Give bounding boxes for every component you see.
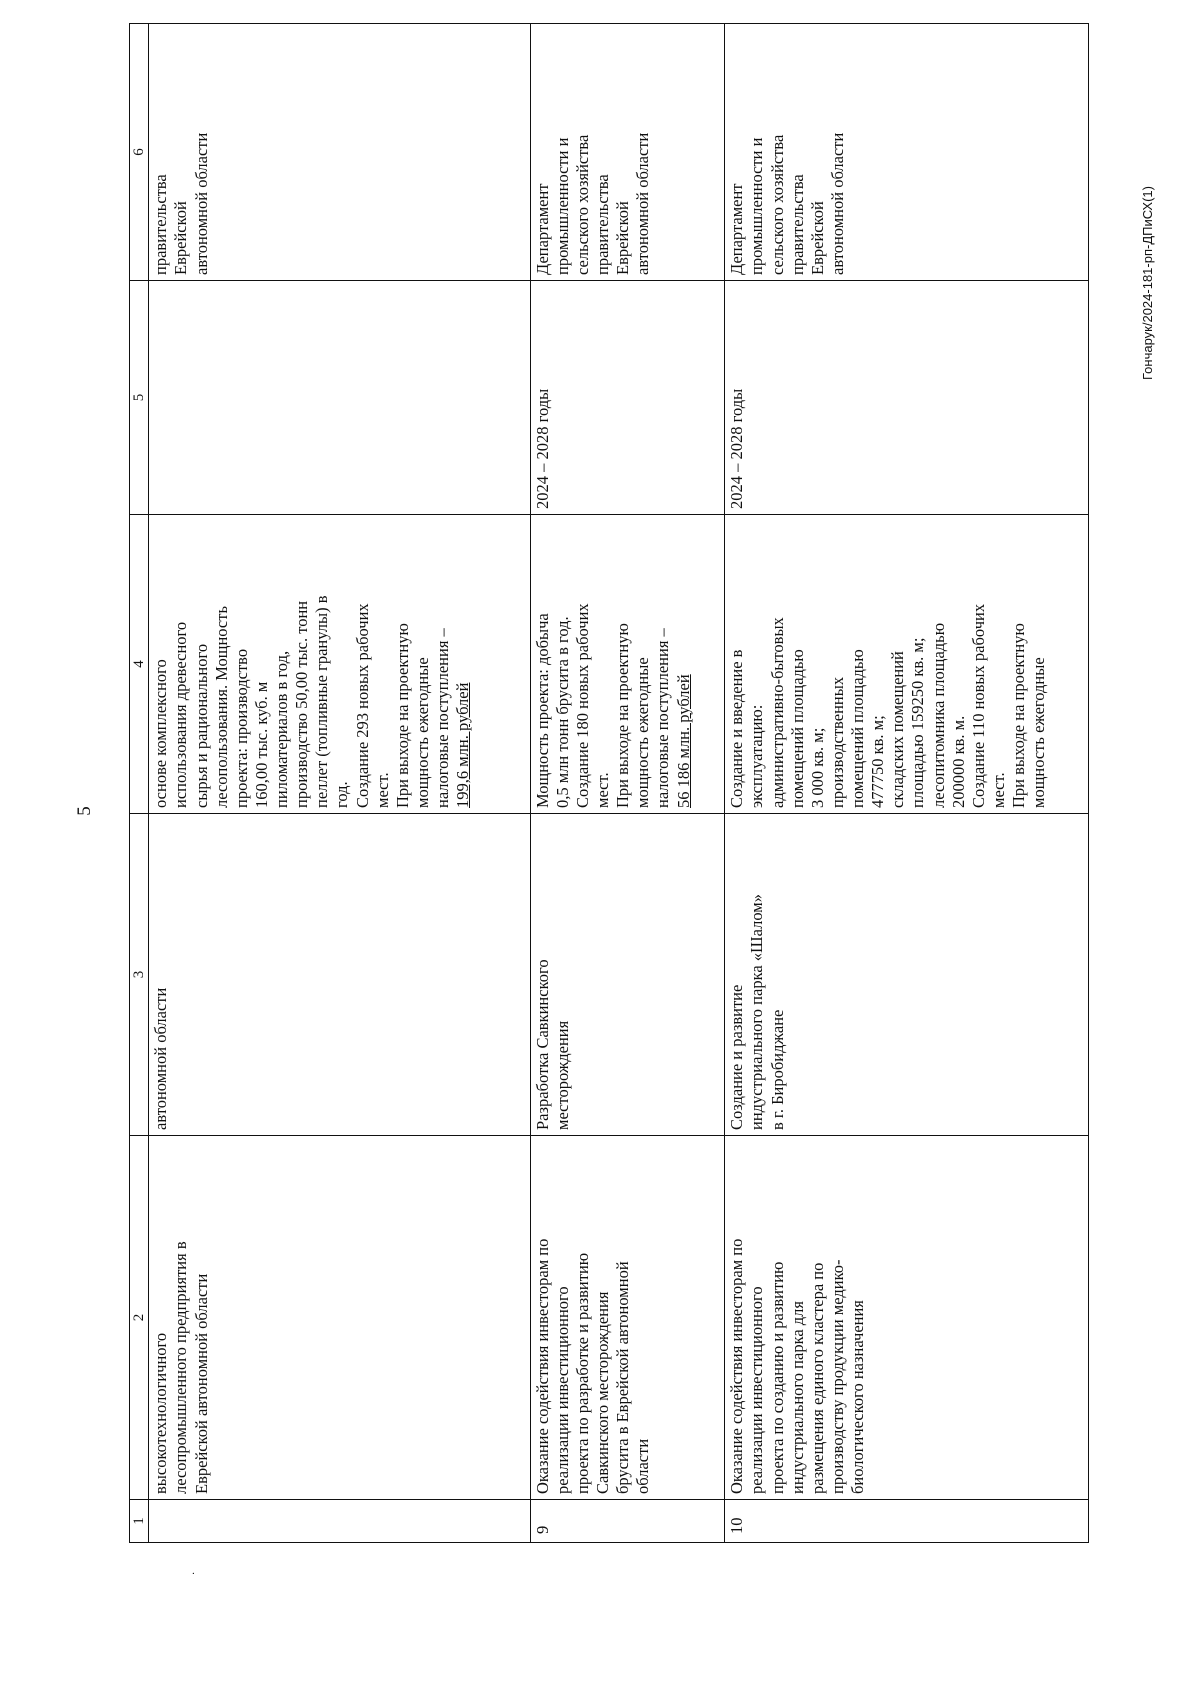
cell-text-line: Еврейской — [171, 201, 191, 275]
cell-text-line: налоговые поступления – — [433, 628, 453, 808]
cell-text-line: Департамент — [532, 183, 552, 275]
cell-text-line: автономной области — [151, 987, 171, 1130]
cell-text-line: При выходе на проектную — [392, 623, 412, 808]
cell-text-line: 200000 кв. м. — [948, 715, 968, 808]
cell-text-line: автономной области — [191, 132, 211, 275]
table-row — [725, 24, 1089, 1543]
cell-text-line: мест. — [593, 772, 613, 808]
period-cell — [725, 281, 1089, 515]
cell-text-line: производство 50,00 тыс. тонн — [292, 600, 312, 808]
cell-text-line: эксплуатацию: — [747, 704, 767, 808]
cell-text-line: сельского хозяйства — [767, 134, 787, 275]
column-header-2: 2 — [130, 1136, 149, 1500]
cell-text-line: правительства — [787, 174, 807, 275]
cell-text-line: правительства — [593, 174, 613, 275]
cell-text-line: лесопитомника площадью — [928, 622, 948, 808]
table-row — [530, 24, 725, 1543]
cell-text-line: использования древесного — [171, 621, 191, 808]
executor-cell — [725, 24, 1089, 281]
cell-text-line: мощность ежегодные — [1029, 657, 1049, 808]
column-header-3: 3 — [130, 814, 149, 1136]
cell-text-line: Создание и введение в — [727, 649, 747, 808]
row-number-cell: 10 — [725, 1500, 1089, 1543]
cell-text-line: Савкинского месторождения — [593, 1291, 613, 1494]
scan-mark: . — [192, 1565, 195, 1577]
cell-text-line: правительства — [151, 174, 171, 275]
cell-text-line: 56 186 млн. рублей — [673, 674, 693, 808]
cell-text-line: При выходе на проектную — [1009, 623, 1029, 808]
cell-text-line: Мощность проекта: добыча — [532, 613, 552, 808]
row-number-cell: 9 — [530, 1500, 725, 1543]
project-cell — [530, 814, 725, 1136]
cell-text-line: проекта по созданию и развитию — [767, 1261, 787, 1494]
cell-text-line: лесопромышленного предприятия в — [171, 1241, 191, 1494]
cell-text-line: в г. Биробиджане — [767, 1009, 787, 1130]
period-cell — [149, 281, 530, 515]
cell-text-line: производству продукции медико- — [827, 1259, 847, 1494]
period-cell — [530, 281, 725, 515]
column-header-1: 1 — [130, 1500, 149, 1543]
table-body — [149, 24, 1089, 1543]
result-cell — [149, 515, 530, 814]
cell-text-line: мест. — [988, 772, 1008, 808]
cell-text-line: Оказание содействия инвесторам по — [727, 1238, 747, 1494]
cell-text-line: автономной области — [633, 132, 653, 275]
cell-text-line: сырья и рационального — [191, 643, 211, 808]
cell-text-line: 3 000 кв. м; — [807, 727, 827, 808]
cell-text-line: Создание 180 новых рабочих — [572, 603, 592, 808]
cell-text-line: мест. — [372, 772, 392, 808]
cell-text-line: 199,6 млн. рублей — [453, 682, 473, 808]
cell-text-line: складских помещений — [888, 651, 908, 808]
cell-text-line: помещений площадью — [848, 649, 868, 808]
column-header-5: 5 — [130, 281, 149, 515]
measures-table — [129, 23, 1089, 1543]
result-cell — [725, 515, 1089, 814]
cell-text-line: промышленности и — [552, 137, 572, 275]
executor-cell — [530, 24, 725, 281]
cell-text-line: пеллет (топливные гранулы) в — [312, 595, 332, 808]
cell-text-line: сельского хозяйства — [572, 134, 592, 275]
cell-text-line: мощность ежегодные — [412, 657, 432, 808]
project-cell — [149, 814, 530, 1136]
cell-text-line: административно-бытовых — [767, 617, 787, 808]
cell-text-line: 2024 – 2028 годы — [532, 388, 552, 509]
measure-cell — [530, 1136, 725, 1500]
cell-text-line: области — [633, 1438, 653, 1494]
cell-text-line: высокотехнологичного — [151, 1332, 171, 1494]
measure-cell — [725, 1136, 1089, 1500]
cell-text-line: реализации инвестиционного — [552, 1286, 572, 1494]
cell-text-line: Департамент — [727, 183, 747, 275]
cell-text-line: 477750 кв. м; — [868, 715, 888, 808]
cell-text-line: 0,5 млн тонн брусита в год. — [552, 616, 572, 808]
column-header-4: 4 — [130, 515, 149, 814]
document-code-footer: Гончарук/2024-181-рп-ДПиСХ(1) — [1140, 186, 1155, 380]
cell-text-line: Оказание содействия инвесторам по — [532, 1238, 552, 1494]
page-number: 5 — [73, 806, 95, 816]
cell-text-line: индустриального парка «Шалом» — [747, 893, 767, 1130]
row-number-cell — [149, 1500, 530, 1543]
column-header-6: 6 — [130, 24, 149, 281]
result-cell — [530, 515, 725, 814]
cell-text-line: мощность ежегодные — [633, 657, 653, 808]
rotated-table-container — [129, 78, 1089, 1543]
cell-text-line: пиломатериалов в год, — [272, 650, 292, 808]
cell-text-line: брусита в Еврейской автономной — [613, 1261, 633, 1494]
cell-text-line: проекта: производство — [231, 648, 251, 808]
cell-text-line: площадью 159250 кв. м; — [908, 637, 928, 808]
cell-text-line: реализации инвестиционного — [747, 1286, 767, 1494]
cell-text-line: налоговые поступления – — [653, 628, 673, 808]
cell-text-line: Создание 293 новых рабочих — [352, 603, 372, 808]
cell-text-line: индустриального парка для — [787, 1301, 807, 1494]
cell-text-line: Разработка Савкинского — [532, 959, 552, 1130]
cell-text-line: промышленности и — [747, 137, 767, 275]
cell-text-line: автономной области — [827, 132, 847, 275]
table-row — [149, 24, 530, 1543]
project-cell — [725, 814, 1089, 1136]
measure-cell — [149, 1136, 530, 1500]
executor-cell — [149, 24, 530, 281]
cell-text-line: 160,00 тыс. куб. м — [251, 681, 271, 808]
cell-text-line: Создание и развитие — [727, 984, 747, 1130]
cell-text-line: Еврейской автономной области — [191, 1273, 211, 1494]
cell-text-line: проекта по разработке и развитию — [572, 1252, 592, 1494]
cell-text-line: Создание 110 новых рабочих — [968, 603, 988, 808]
cell-text-line: 2024 – 2028 годы — [727, 388, 747, 509]
header-row — [130, 24, 149, 1543]
cell-text-line: При выходе на проектную — [613, 623, 633, 808]
cell-text-line: биологического назначения — [848, 1300, 868, 1494]
cell-text-line: размещения единого кластера по — [807, 1262, 827, 1494]
cell-text-line: основе комплексного — [151, 659, 171, 808]
cell-text-line: год. — [332, 781, 352, 808]
cell-text-line: Еврейской — [613, 201, 633, 275]
cell-text-line: производственных — [827, 676, 847, 808]
cell-text-line: Еврейской — [807, 201, 827, 275]
cell-text-line: месторождения — [552, 1020, 572, 1130]
cell-text-line: помещений площадью — [787, 649, 807, 808]
cell-text-line: лесопользования. Мощность — [211, 606, 231, 808]
